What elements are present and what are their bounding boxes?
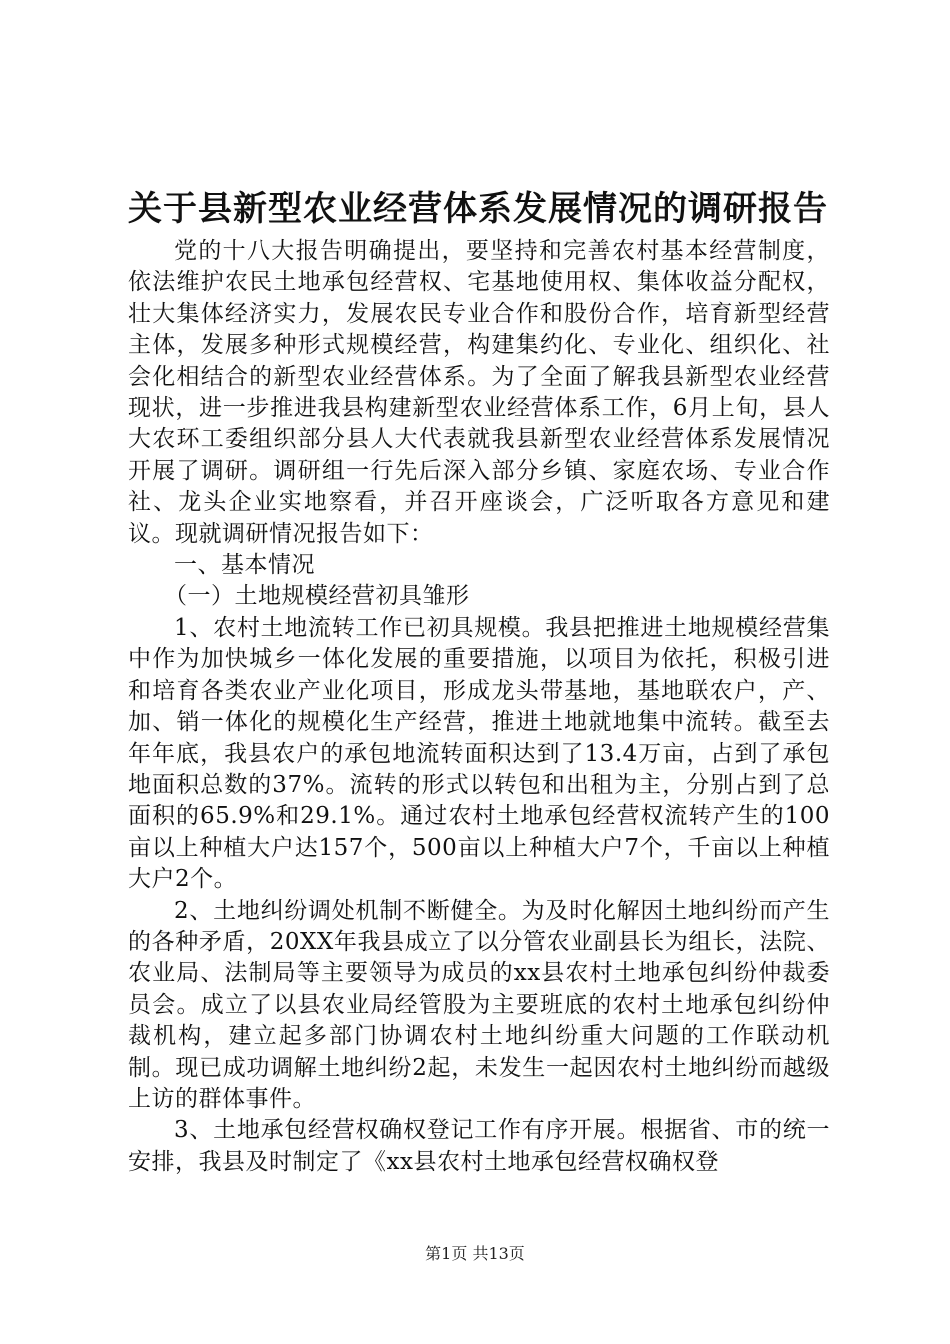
paragraph-rights-registration: 3、土地承包经营权确权登记工作有序开展。根据省、市的统一安排，我县及时制定了《xx县农村土地承包经营权确权登: [128, 1117, 830, 1175]
subsection-heading-land-scale: （一）土地规模经营初具雏形: [164, 583, 470, 610]
document-body: [128, 236, 830, 1178]
section-heading-basic-situation: 一、基本情况: [174, 552, 315, 579]
paragraph-land-transfer: 1、农村土地流转工作已初具规模。我县把推进土地规模经营集中作为加快城乡一体化发展的重要措施，以项目为依托，积极引进和培育各类农业产业化项目，形成龙头带基地，基地联农户，产、加、销一体化的规模化生产经营，推进土地就地集中流转。截至去年年底，我县农户的承包地流转面积达到了13.4万亩，占到了承包地面积总数的37%。流转的形式以转包和出租为主，分别占到了总面积的65.9%和29.1%。通过农村土地承包经营权流转产生的100亩以上种植大户达157个，500亩以上种植大户7个，千亩以上种植大户2个。: [128, 614, 830, 893]
page-footer: 第1页 共13页: [425, 1244, 525, 1263]
paragraph-dispute-mechanism: 2、土地纠纷调处机制不断健全。为及时化解因土地纠纷而产生的各种矛盾，20XX年我县成立了以分管农业副县长为组长，法院、农业局、法制局等主要领导为成员的xx县农村土地承包纠纷仲裁委员会。成立了以县农业局经管股为主要班底的农村土地承包纠纷仲裁机构，建立起多部门协调农村土地纠纷重大问题的工作联动机制。现已成功调解土地纠纷2起，未发生一起因农村土地纠纷而越级上访的群体事件。: [128, 897, 830, 1112]
document-title: 关于县新型农业经营体系发展情况的调研报告: [128, 189, 828, 229]
paragraph-intro: 党的十八大报告明确提出，要坚持和完善农村基本经营制度，依法维护农民土地承包经营权、宅基地使用权、集体收益分配权，壮大集体经济实力，发展农民专业合作和股份合作，培育新型经营主体，发展多种形式规模经营，构建集约化、专业化、组织化、社会化相结合的新型农业经营体系。为了全面了解我县新型农业经营现状，进一步推进我县构建新型农业经营体系工作，6月上旬，县人大农环工委组织部分县人大代表就我县新型农业经营体系发展情况开展了调研。调研组一行先后深入部分乡镇、家庭农场、专业合作社、龙头企业实地察看，并召开座谈会，广泛听取各方意见和建议。现就调研情况报告如下：: [128, 238, 830, 547]
